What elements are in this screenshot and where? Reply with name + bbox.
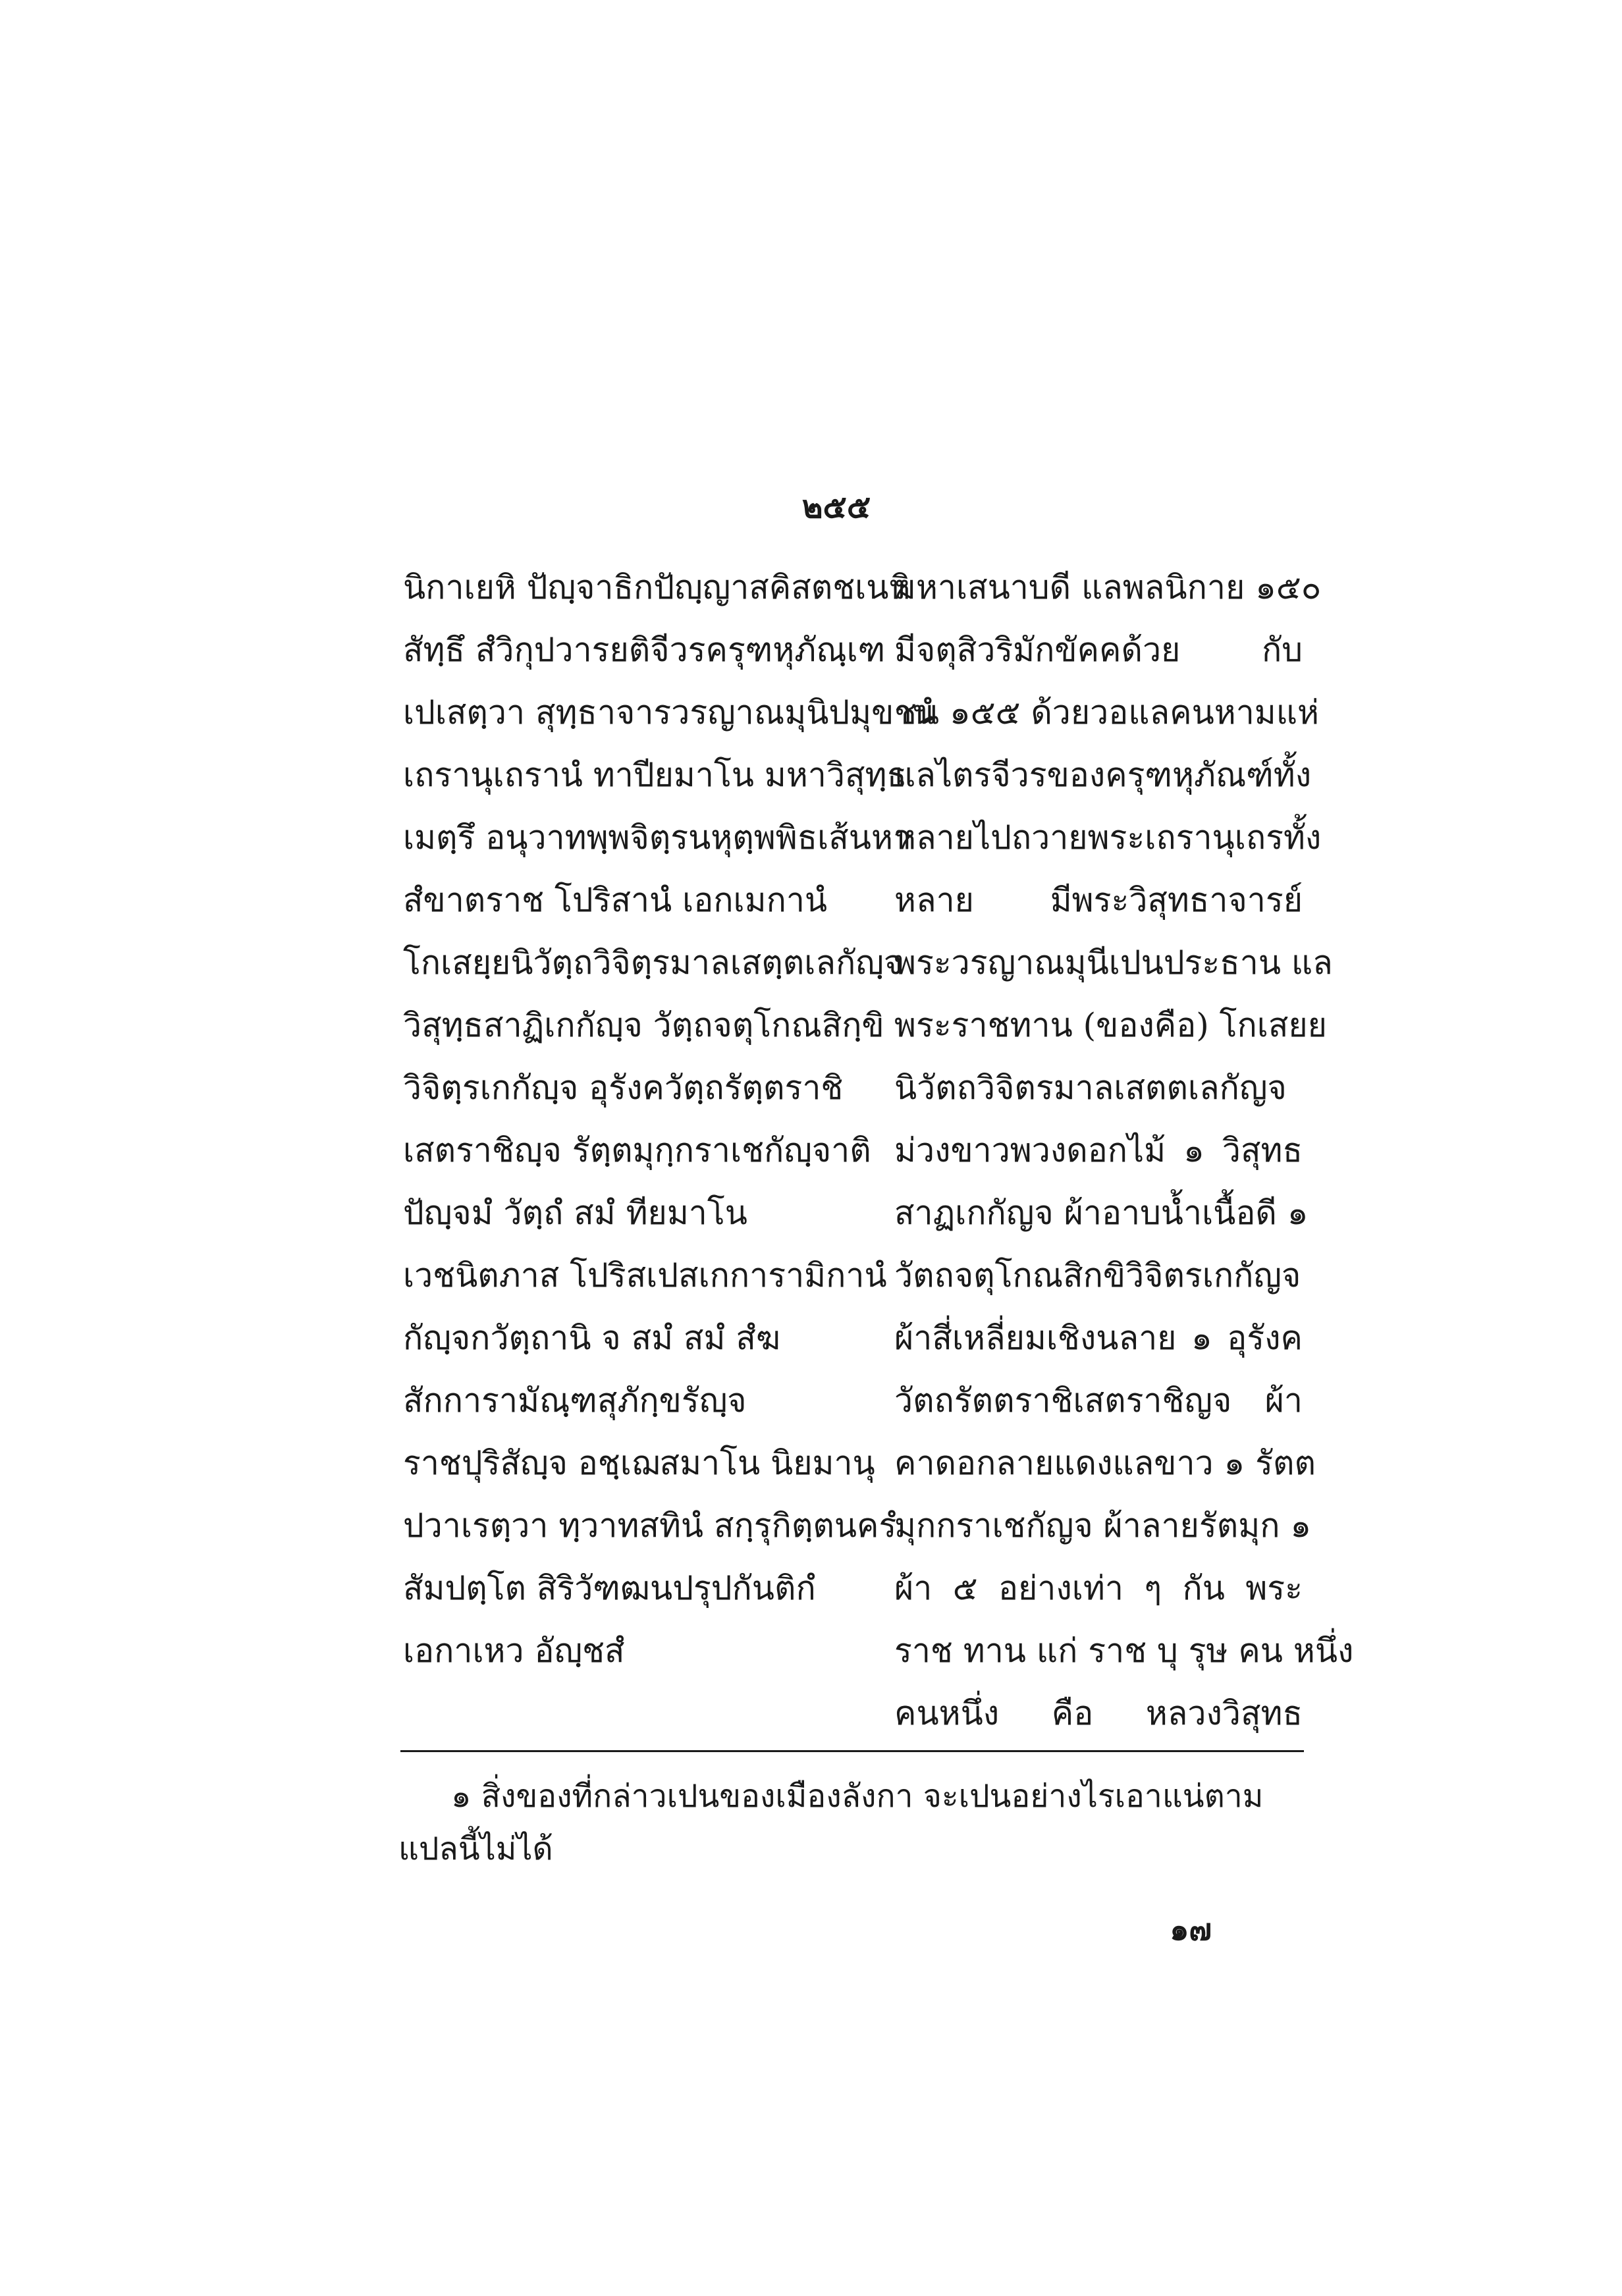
thai-line: มุกกราเชกัญจ ผ้าลายรัตมุก ๑ — [894, 1507, 1312, 1545]
thai-line: หลายไปถวายพระเถรานุเถรทั้ง — [894, 818, 1322, 857]
thai-line: ม่วงขาวพวงดอกไม้ ๑ วิสุทธ — [894, 1131, 1303, 1169]
pali-line: วิสุทฺธสาฏิเกกัญฺจ วัตฺถจตุโกณสิกฺขิ — [403, 1006, 884, 1044]
pali-line: สํขาตราช โปริสานํ เอกเมกานํ — [403, 881, 828, 919]
pali-line: เวชนิตภาส โปริสเปสเกการามิกานํ — [403, 1256, 887, 1295]
thai-translation-column — [894, 556, 1354, 1745]
thai-line: หลาย มีพระวิสุทธาจารย์ — [894, 881, 1303, 919]
thai-line: มหาเสนาบดี แลพลนิกาย ๑๕๐ — [894, 568, 1322, 606]
thai-line: ผ้าสี่เหลี่ยมเชิงนลาย ๑ อุรังค — [894, 1319, 1303, 1357]
thai-line: ราช ทาน แก่ ราช บุ รุษ คน หนึ่ง — [894, 1632, 1354, 1670]
footnote-line: ๑ สิ่งของที่กล่าวเปนของเมืองลังกา จะเปนอย่างไรเอาแน่ตาม — [451, 1778, 1264, 1815]
thai-line: คาดอกลายแดงแลขาว ๑ รัตต — [894, 1444, 1316, 1482]
pali-line: เปเสตฺวา สุทฺธาจารวรญาณมุนิปมุขานํ — [403, 693, 935, 732]
thai-line: แลไตรจีวรของครุฑหุภัณฑ์ทั้ง — [894, 756, 1312, 794]
pali-line: เมตฺรึ อนุวาทพฺพจิตฺรนหุตฺพพิธเส้นหา — [403, 818, 911, 857]
pali-line: สัมปตฺโต สิริวัฑฒนปรุปกันติกํ — [403, 1569, 816, 1607]
pali-text-column — [403, 556, 935, 1682]
thai-line: วัตถรัตตราชิเสตราชิญจ ผ้า — [894, 1381, 1303, 1420]
pali-line: เอกาเหว อัญฺชสํ — [403, 1632, 625, 1670]
pali-line: ปัญฺจมํ วัตฺถํ สมํ ทียมาโน — [403, 1194, 747, 1232]
footnote — [398, 1770, 1307, 1875]
pali-line: นิกาเยหิ ปัญฺจาธิกปัญฺญาสคิสตชเนหิ — [403, 568, 911, 606]
thai-line: ชน ๑๕๕ ด้วยวอแลคนหามแห่ — [894, 693, 1319, 732]
pali-line: เถรานุเถรานํ ทาปียมาโน มหาวิสุทฺธ — [403, 756, 907, 794]
pali-line: กัญฺจกวัตฺถานิ จ สมํ สมํ สํฆ — [403, 1319, 780, 1357]
pali-line: ปวาเรตฺวา ทฺวาทสทินํ สกฺรุกิตฺตนครํ — [403, 1507, 897, 1545]
thai-line: นิวัตถวิจิตรมาลเสตตเลกัญจ — [894, 1069, 1287, 1107]
thai-line: คนหนึ่ง คือ หลวงวิสุทธ — [894, 1694, 1303, 1732]
pali-line: ราชปุริสัญฺจ อชฺเฌสมาโน นิยมานุ — [403, 1444, 875, 1482]
pali-line: สัทฺธึ สํวิกุปวารยติจีวรครุฑหุภัณฺเฑ — [403, 631, 886, 669]
thai-line: มีจตุสิวริมักขัคคด้วย กับ — [894, 631, 1303, 669]
page-number-top: ๒๕๕ — [801, 489, 871, 525]
pali-line: สักการามัณฺฑสุภักฺขรัญฺจ — [403, 1381, 747, 1420]
footnote-line: แปลนี้ไม่ได้ — [398, 1830, 553, 1867]
thai-line: สาฏเกกัญจ ผ้าอาบน้ำเนื้อดี ๑ — [894, 1194, 1309, 1232]
thai-line: ผ้า ๕ อย่างเท่า ๆ กัน พระ — [894, 1569, 1303, 1607]
thai-line: วัตถจตุโกณสิกขิวิจิตรเกกัญจ — [894, 1256, 1301, 1295]
pali-line: วิจิตฺรเกกัญฺจ อุรังควัตฺถรัตฺตราชิ — [403, 1069, 844, 1107]
page-number-bottom: ๑๗ — [1170, 1911, 1212, 1947]
footnote-divider — [400, 1750, 1304, 1752]
thai-line: พระราชทาน (ของคือ) โกเสยย — [894, 1006, 1327, 1044]
thai-line: พระวรญาณมุนีเปนประธาน แล — [894, 944, 1333, 982]
pali-line: โกเสยฺยนิวัตฺถวิจิตฺรมาลเสตฺตเลกัญฺจ — [403, 944, 904, 982]
pali-line: เสตราชิญฺจ รัตฺตมุกฺกราเชกัญฺจาติ — [403, 1131, 871, 1169]
